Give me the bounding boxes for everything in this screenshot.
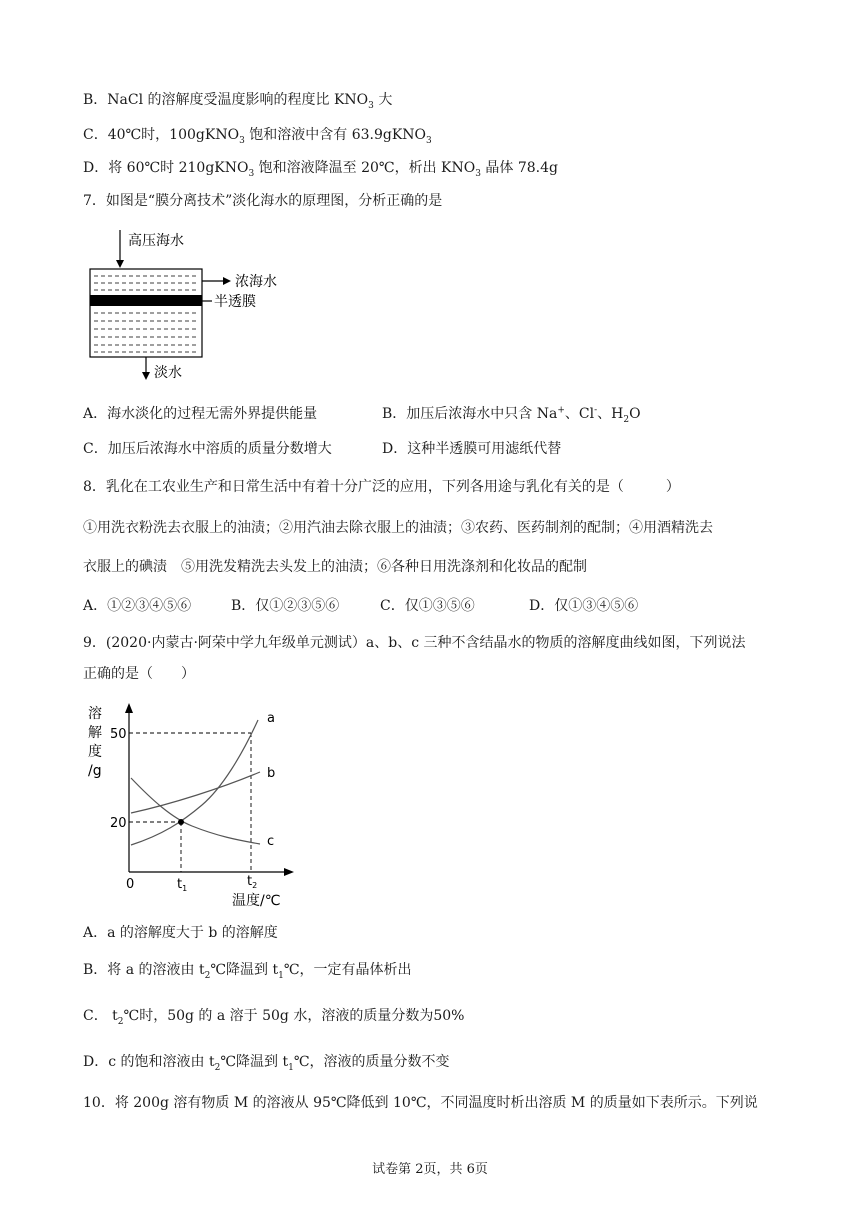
q10-stem: 10．将 200g 溶有物质 M 的溶液从 95℃降低到 10℃，不同温度时析出溶质 M 的质量如下表所示。下列说 (83, 1095, 758, 1111)
q7-option-c: C．加压后浓海水中溶质的质量分数增大 (83, 441, 332, 457)
curve-a (131, 720, 258, 845)
ylabel-char-1: 溶 (88, 706, 102, 722)
curve-b (131, 772, 260, 813)
x-tick-t2: $t_2$ (247, 874, 258, 890)
guide-lines (129, 733, 251, 872)
q9-option-d: D．c 的饱和溶液由 $t_2℃$降温到 $t_1℃$，溶液的质量分数不变 (83, 1054, 450, 1073)
page-footer: 试卷第 2页，共 6页 (372, 1162, 488, 1177)
label-fresh-water: 淡水 (154, 365, 182, 381)
q6-option-b: B．NaCl 的溶解度受温度影响的程度比 $KNO_3$ 大 (83, 92, 393, 111)
q9-option-a: A．a 的溶解度大于 b 的溶解度 (83, 925, 278, 941)
x-tick-t1: $t_1$ (177, 877, 188, 893)
q8-items-line2: 衣服上的碘渍 ⑤用洗发精洗去头发上的油渍；⑥各种日用洗涤剂和化妆品的配制 (83, 559, 587, 575)
semi-permeable-membrane (90, 295, 202, 306)
q9-option-b: B．将 a 的溶液由 $t_2℃$降温到 $t_1℃$，一定有晶体析出 (83, 962, 412, 981)
x-tick-0: 0 (126, 877, 135, 892)
solubility-curve-chart (82, 700, 302, 912)
curve-a-label: a (267, 711, 275, 726)
q6-option-c: C．40℃时，100gKNO$_3$ 饱和溶液中含有 63.9gKNO$_3$ (83, 127, 432, 146)
label-concentrated-seawater: 浓海水 (235, 274, 277, 290)
q8-option-c: C．仅①③⑤⑥ (380, 598, 475, 614)
curve-b-label: b (267, 766, 276, 781)
q7-option-a: A．海水淡化的过程无需外界提供能量 (83, 406, 318, 422)
ylabel-char-3: 度 (88, 744, 102, 760)
q8-option-d: D．仅①③④⑤⑥ (529, 598, 639, 614)
q9-stem-line1: 9．(2020·内蒙古·阿荣中学九年级单元测试）a、b、c 三种不含结晶水的物质的溶解度曲线如图，下列说法 (83, 635, 746, 651)
label-high-pressure-seawater: 高压海水 (128, 233, 184, 249)
membrane-diagram (80, 225, 310, 385)
ylabel-char-2: 解 (88, 725, 102, 741)
ylabel-char-4: /g (88, 763, 102, 779)
q8-option-b: B．仅①②③⑤⑥ (231, 598, 340, 614)
intersection-point (178, 819, 184, 825)
y-tick-50: 50 (110, 727, 127, 742)
q6-option-d: D．将 60℃时 210gKNO$_3$ 饱和溶液降温至 20℃，析出 $KNO_3$ 晶体 78.4g (83, 160, 559, 179)
q9-stem-line2: 正确的是（ ） (83, 666, 195, 682)
q7-option-b: B．加压后浓海水中只含 Na+、Cl-、$H_2O$ (382, 405, 641, 425)
q8-stem: 8．乳化在工农业生产和日常生活中有着十分广泛的应用，下列各用途与乳化有关的是（ ） (83, 479, 680, 495)
q7-option-d: D．这种半透膜可用滤纸代替 (382, 441, 562, 457)
freshwater-dashes (94, 313, 198, 352)
q9-option-c: C． $t_2℃$时，50g 的 a 溶于 50g 水，溶液的质量分数为50% (83, 1008, 465, 1027)
curve-c-label: c (267, 834, 275, 849)
q7-stem: 7．如图是“膜分离技术”淡化海水的原理图，分析正确的是 (83, 193, 443, 209)
x-axis-label: 温度/℃ (232, 893, 281, 909)
q8-items-line1: ①用洗衣粉洗去衣服上的油渍；②用汽油去除衣服上的油渍；③农药、医药制剂的配制；④用酒精洗去 (83, 520, 713, 536)
label-membrane: 半透膜 (214, 294, 256, 310)
y-tick-20: 20 (110, 816, 127, 831)
seawater-dashes (94, 276, 198, 290)
q8-option-a: A．①②③④⑤⑥ (83, 598, 192, 614)
